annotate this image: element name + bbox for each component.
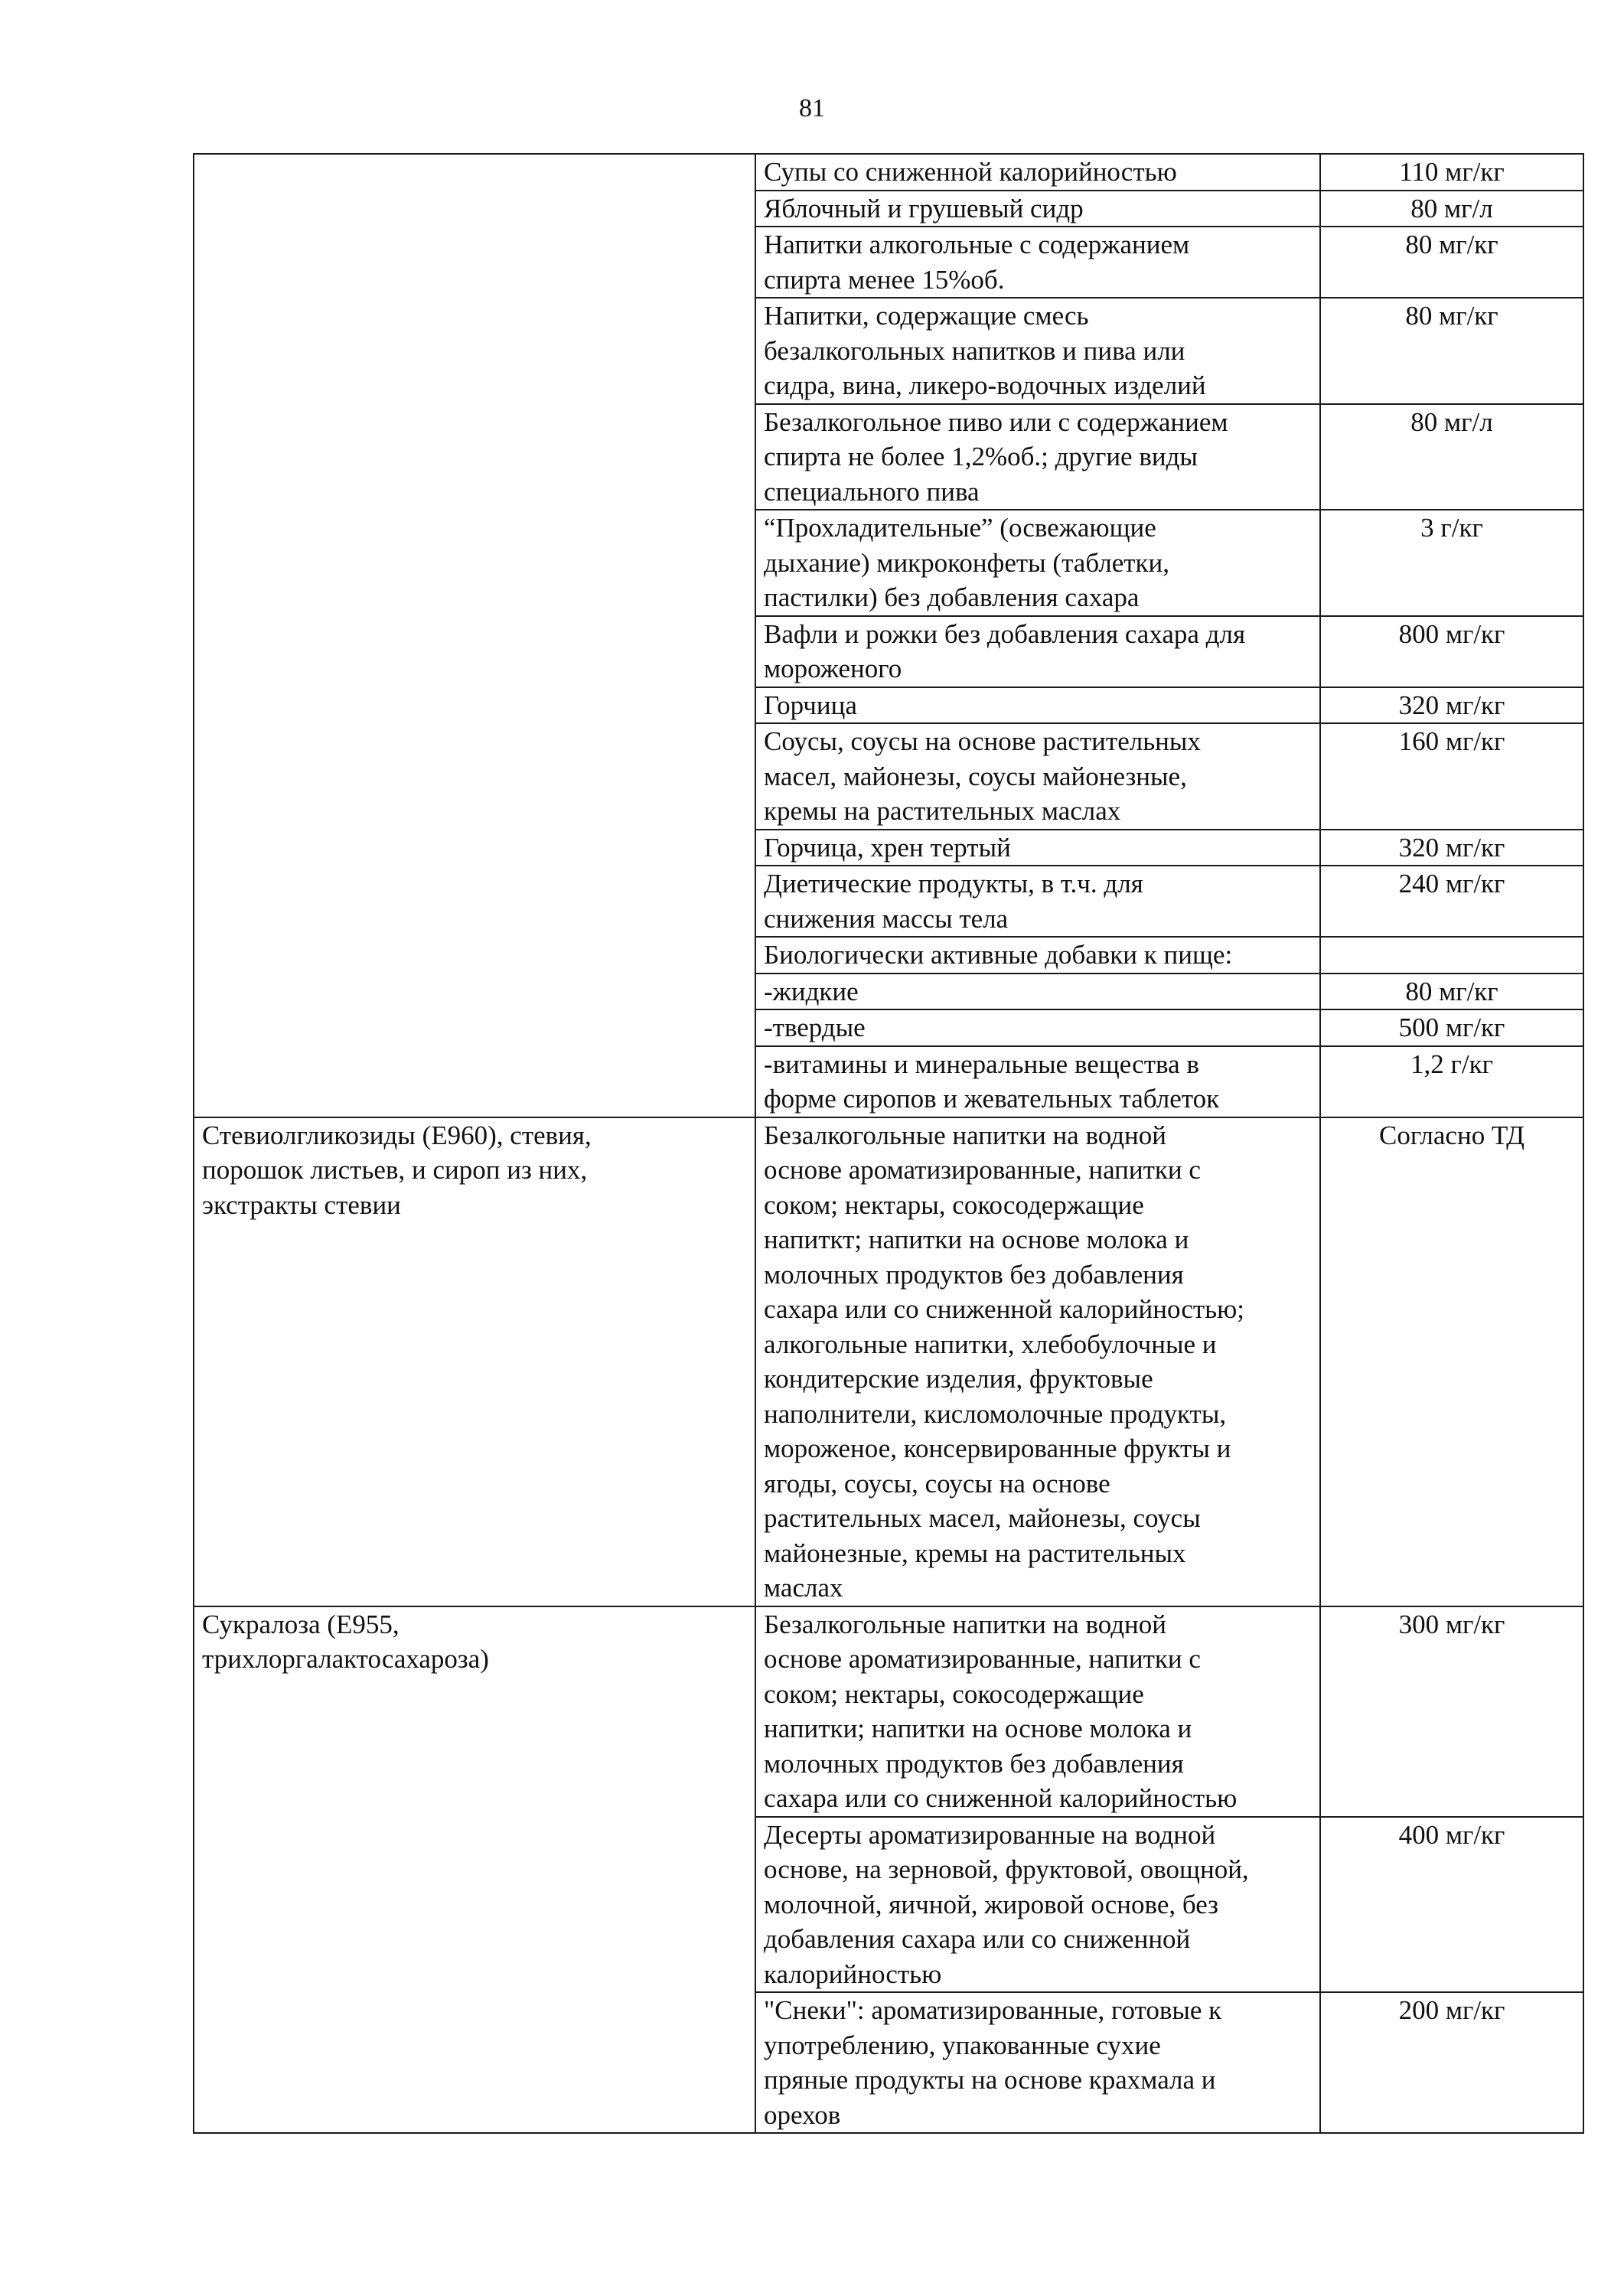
amount-cell: Согласно ТД (1320, 1117, 1583, 1606)
product-cell: Безалкогольное пиво или с содержанием спирта не более 1,2%об.; другие виды специального пива (755, 404, 1320, 510)
additives-table (193, 153, 1584, 2134)
table-row (194, 1606, 1583, 1817)
product-cell: Биологически активные добавки к пище: (755, 937, 1320, 974)
amount-cell: 800 мг/кг (1320, 616, 1583, 687)
amount-cell (1320, 937, 1583, 974)
product-cell: Безалкогольные напитки на водной основе ароматизированные, напитки с соком; нектары, сокосодержащие напиткт; напитки на основе молока и молочных продуктов без добавления сахара или со сниженной калорийностью; алкогольные напитки, хлебобулочные и кондитерские изделия, фруктовые наполнители, кисломолочные продукты, мороженое, консервированные фрукты и ягоды, соусы, соусы на основе растительных масел, майонезы, соусы майонезные, кремы на растительных маслах (755, 1117, 1320, 1606)
page-number: 81 (799, 94, 825, 122)
amount-cell: 200 мг/кг (1320, 1992, 1583, 2133)
product-cell: Горчица, хрен тертый (755, 830, 1320, 866)
product-cell: Безалкогольные напитки на водной основе ароматизированные, напитки с соком; нектары, сокосодержащие напитки; напитки на основе молока и молочных продуктов без добавления сахара или со сниженной калорийностью (755, 1606, 1320, 1817)
amount-cell: 80 мг/кг (1320, 298, 1583, 404)
amount-cell: 160 мг/кг (1320, 723, 1583, 830)
product-cell: “Прохладительные” (освежающие дыхание) микроконфеты (таблетки, пастилки) без добавления сахара (755, 510, 1320, 616)
substance-cell: Стевиолгликозиды (Е960), стевия, порошок листьев, и сироп из них, экстракты стевии (194, 1117, 755, 1606)
product-cell: Десерты ароматизированные на водной основе, на зерновой, фруктовой, овощной, молочной, яичной, жировой основе, без добавления сахара или со сниженной калорийностью (755, 1817, 1320, 1993)
amount-cell: 500 мг/кг (1320, 1009, 1583, 1046)
amount-cell: 80 мг/л (1320, 191, 1583, 227)
amount-cell: 1,2 г/кг (1320, 1046, 1583, 1117)
product-cell: Диетические продукты, в т.ч. для снижения массы тела (755, 866, 1320, 937)
amount-cell: 300 мг/кг (1320, 1606, 1583, 1817)
amount-cell: 400 мг/кг (1320, 1817, 1583, 1993)
amount-cell: 80 мг/кг (1320, 974, 1583, 1010)
product-cell: Супы со сниженной калорийностью (755, 154, 1320, 191)
amount-cell: 110 мг/кг (1320, 154, 1583, 191)
product-cell: Горчица (755, 687, 1320, 724)
product-cell: Напитки, содержащие смесь безалкогольных напитков и пива или сидра, вина, ликеро-водочных изделий (755, 298, 1320, 404)
substance-cell: Сукралоза (Е955, трихлоргалактосахароза) (194, 1606, 755, 2134)
amount-cell: 320 мг/кг (1320, 830, 1583, 866)
table-row (194, 154, 1583, 191)
amount-cell: 80 мг/л (1320, 404, 1583, 510)
amount-cell: 320 мг/кг (1320, 687, 1583, 724)
substance-cell (194, 154, 755, 1117)
amount-cell: 3 г/кг (1320, 510, 1583, 616)
product-cell: Соусы, соусы на основе растительных масел, майонезы, соусы майонезные, кремы на растительных маслах (755, 723, 1320, 830)
table-row (194, 1117, 1583, 1606)
product-cell: -жидкие (755, 974, 1320, 1010)
amount-cell: 80 мг/кг (1320, 227, 1583, 298)
product-cell: -твердые (755, 1009, 1320, 1046)
amount-cell: 240 мг/кг (1320, 866, 1583, 937)
product-cell: Напитки алкогольные с содержанием спирта менее 15%об. (755, 227, 1320, 298)
product-cell: Яблочный и грушевый сидр (755, 191, 1320, 227)
product-cell: -витамины и минеральные вещества в форме сиропов и жевательных таблеток (755, 1046, 1320, 1117)
product-cell: Вафли и рожки без добавления сахара для мороженого (755, 616, 1320, 687)
product-cell: "Снеки": ароматизированные, готовые к употреблению, упакованные сухие пряные продукты на основе крахмала и орехов (755, 1992, 1320, 2133)
